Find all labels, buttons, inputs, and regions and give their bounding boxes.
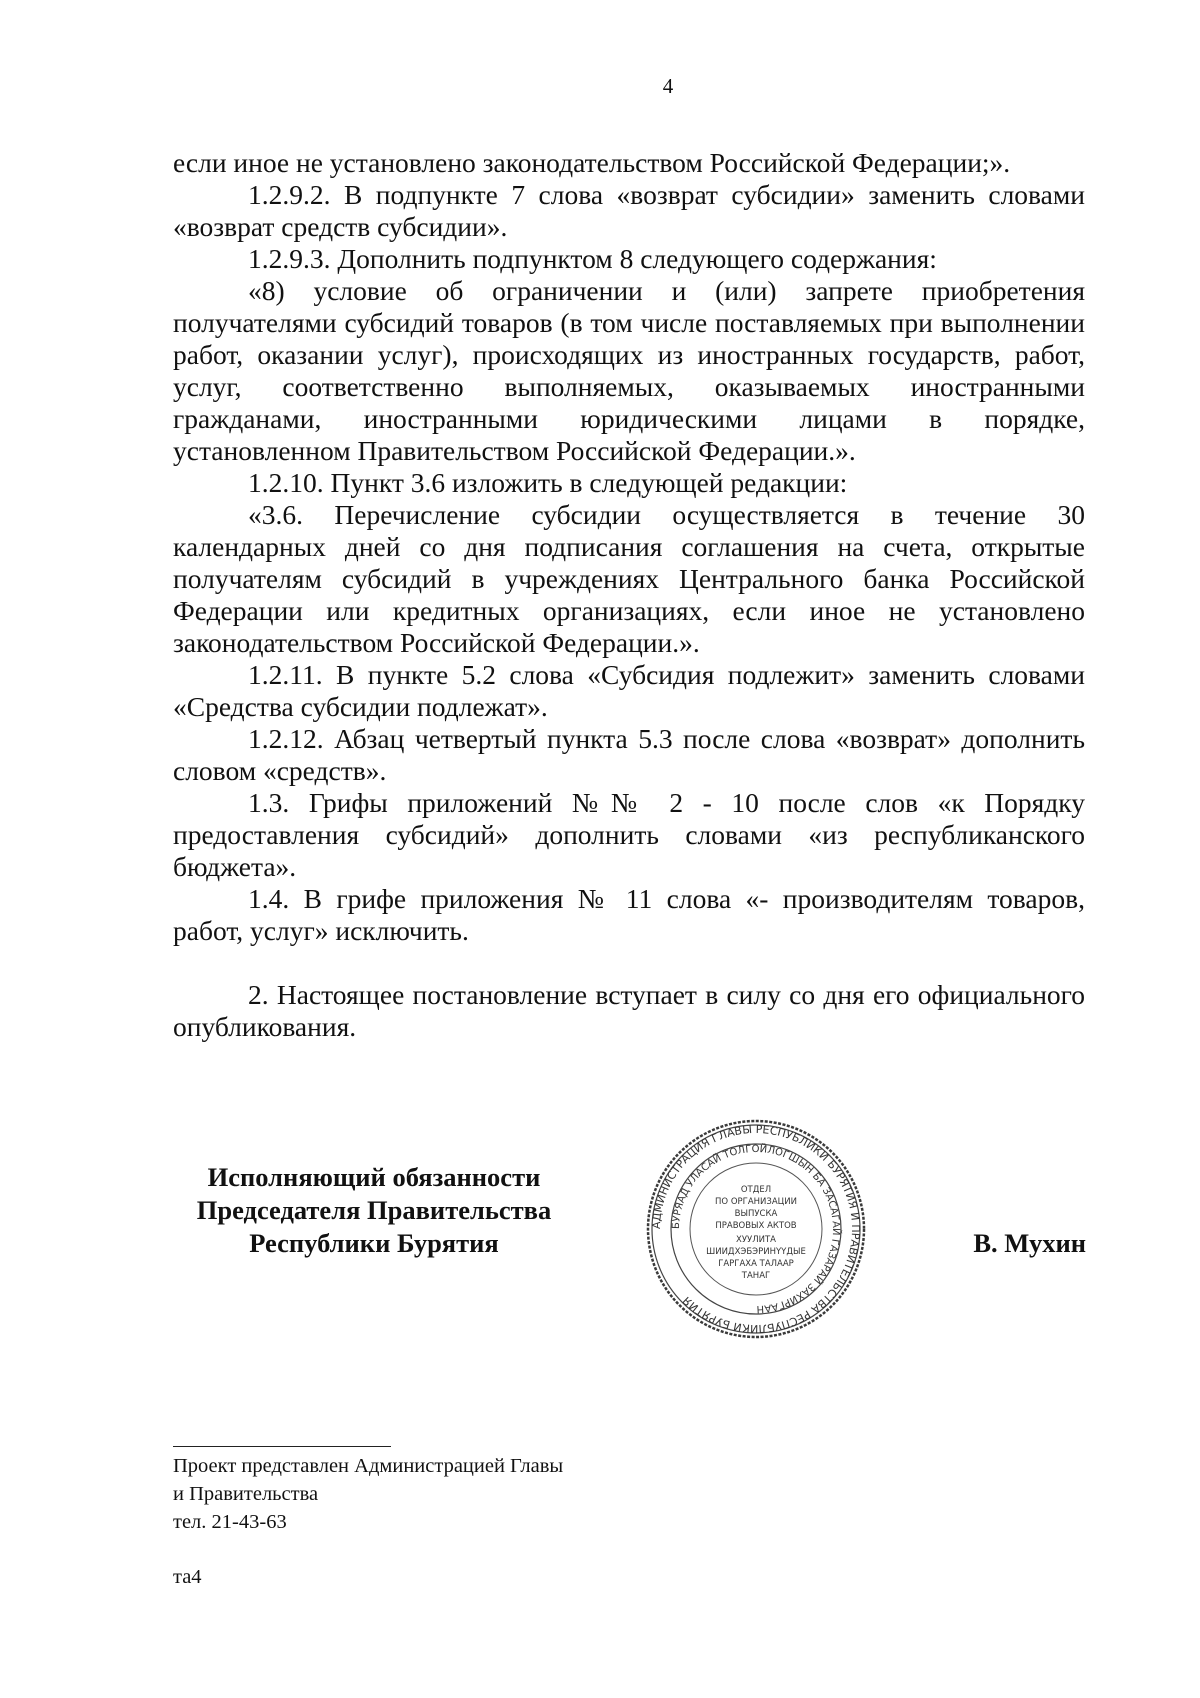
signatory-title-line: Председателя Правительства — [196, 1195, 552, 1225]
paragraph: «3.6. Перечисление субсидии осуществляется в течение 30 календарных дней со дня подписания соглашения на счета, открытые получателям субсидий в учреждениях Центрального банка Российской Федерации или кредитных организациях, если иное не установлено законодательством Российской Федерации.». — [173, 499, 1085, 658]
paragraph: 1.4. В грифе приложения № 11 слова «- производителям товаров, работ, услуг» исключить. — [173, 883, 1085, 946]
footnote-line: и Правительства — [173, 1483, 319, 1505]
seal-center-line: ВЫПУСКА — [734, 1209, 778, 1219]
seal-center-line: ТАНАГ — [741, 1271, 771, 1281]
document-code: та4 — [173, 1566, 202, 1588]
official-seal — [645, 1118, 867, 1340]
paragraph: если иное не установлено законодательством Российской Федерации;». — [173, 147, 1011, 178]
paragraph: 1.2.11. В пункте 5.2 слова «Субсидия подлежит» заменить словами «Средства субсидии подлежат». — [173, 659, 1085, 722]
seal-center-text — [706, 1185, 806, 1281]
seal-center-line: ХУУЛИТА — [736, 1235, 776, 1245]
seal-center-line: ШИИДХЭБЭРИНҮҮДЫЕ — [706, 1247, 806, 1257]
paragraph: 1.2.12. Абзац четвертый пункта 5.3 после слова «возврат» дополнить словом «средств». — [173, 723, 1085, 786]
signatory-title-line: Республики Бурятия — [249, 1228, 499, 1258]
seal-center-line: ПО ОРГАНИЗАЦИИ — [715, 1197, 797, 1207]
signatory-title-line: Исполняющий обязанности — [207, 1162, 541, 1192]
signatory-name: В. Мухин — [973, 1228, 1086, 1258]
footnote-line: Проект представлен Администрацией Главы — [173, 1455, 564, 1477]
seal-center-line: ПРАВОВЫХ АКТОВ — [715, 1221, 797, 1231]
paragraph: 2. Настоящее постановление вступает в силу со дня его официального опубликования. — [173, 979, 1085, 1042]
seal-graphic — [645, 1118, 867, 1340]
paragraph: 1.2.9.2. В подпункте 7 слова «возврат субсидии» заменить словами «возврат средств субсидии». — [173, 179, 1085, 242]
seal-inner-text: БУРЯАД УЛАСАЙ ТОЛГОЙЛОГШЫН БА ЗАСАГАЙ ГАЗАРАЙ ЗАХИРГААН — [670, 1143, 842, 1315]
seal-center-line: ОТДЕЛ — [740, 1185, 772, 1195]
footnote-divider — [173, 1446, 391, 1447]
paragraph: 1.2.9.3. Дополнить подпунктом 8 следующего содержания: — [248, 243, 937, 274]
footnote — [173, 1452, 773, 1536]
paragraph: «8) условие об ограничении и (или) запрете приобретения получателями субсидий товаров (в том числе поставляемых при выполнении работ, оказании услуг), происходящих из иностранных государств, работ, услуг, соответственно выполняемых, оказываемых иностранными гражданами, иностранными юридическими лицами в порядке, установленном Правительством Российской Федерации.». — [173, 275, 1085, 466]
document-body — [173, 147, 1085, 1043]
paragraph: 1.2.10. Пункт 3.6 изложить в следующей редакции: — [248, 467, 848, 498]
paragraph: 1.3. Грифы приложений №№ 2 - 10 после слов «к Порядку предоставления субсидий» дополнить словами «из республиканского бюджета». — [173, 787, 1085, 882]
seal-center-line: ГАРГАХА ТАЛААР — [718, 1259, 794, 1269]
seal-outer-text: АДМИНИСТРАЦИЯ ГЛАВЫ РЕСПУБЛИКИ БУРЯТИЯ И ПРАВИТЕЛЬСТВА РЕСПУБЛИКИ БУРЯТИЯ — [649, 1122, 863, 1336]
footnote-line: тел. 21-43-63 — [173, 1511, 287, 1533]
signatory-title — [174, 1161, 574, 1260]
page-number: 4 — [662, 74, 674, 98]
